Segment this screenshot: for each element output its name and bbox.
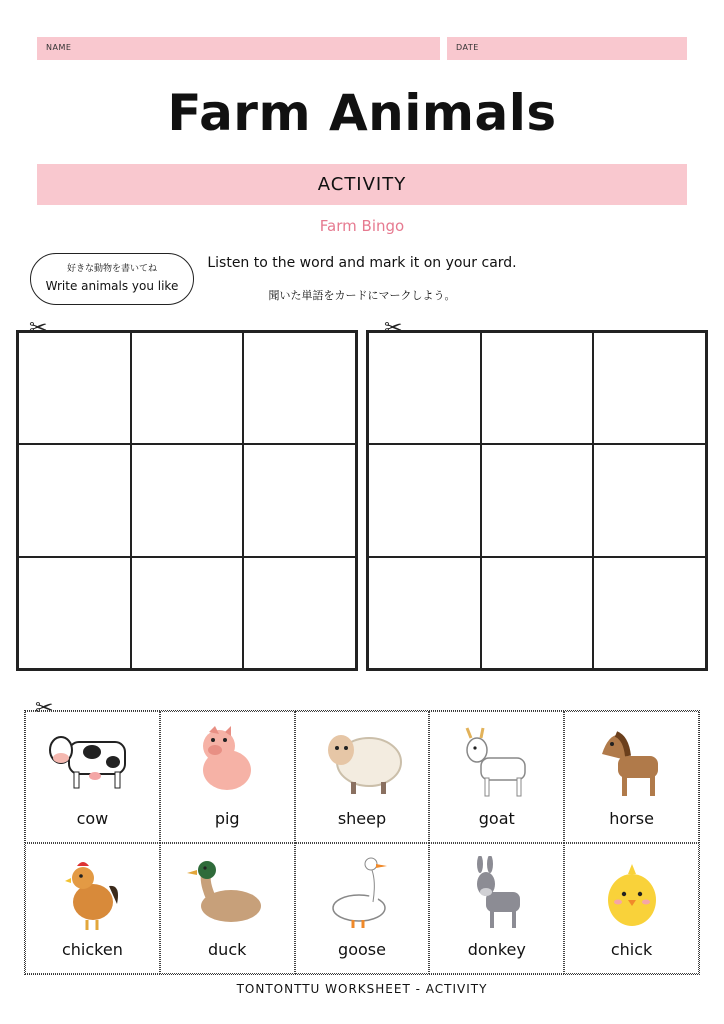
- bingo-cell[interactable]: [18, 444, 131, 556]
- subtitle: Farm Bingo: [319, 217, 405, 235]
- name-label: NAME: [46, 43, 72, 52]
- page-title: Farm Animals: [167, 84, 557, 142]
- animal-label: duck: [208, 940, 247, 959]
- bingo-cell[interactable]: [131, 332, 244, 444]
- bingo-cell[interactable]: [18, 332, 131, 444]
- bingo-cell[interactable]: [368, 332, 481, 444]
- animal-card[interactable]: [295, 843, 430, 975]
- speech-bubble: [30, 253, 194, 305]
- bingo-card-right: [366, 330, 708, 671]
- scissors-icon: ✂: [29, 316, 48, 341]
- animal-card[interactable]: [429, 711, 564, 843]
- bingo-cell[interactable]: [18, 557, 131, 669]
- bingo-cell[interactable]: [131, 444, 244, 556]
- animal-card[interactable]: [564, 843, 699, 975]
- bingo-cell[interactable]: [243, 444, 356, 556]
- bingo-cell[interactable]: [481, 332, 594, 444]
- name-field[interactable]: [37, 37, 440, 60]
- bingo-cell[interactable]: [368, 557, 481, 669]
- date-label: DATE: [456, 43, 479, 52]
- goat-icon: [459, 724, 535, 800]
- bingo-cell[interactable]: [593, 557, 706, 669]
- animal-label: chicken: [61, 940, 123, 959]
- bingo-cell[interactable]: [368, 444, 481, 556]
- animal-label: sheep: [337, 808, 387, 828]
- animal-label: chick: [610, 940, 653, 959]
- bingo-cell[interactable]: [243, 332, 356, 444]
- bingo-cell[interactable]: [593, 332, 706, 444]
- chicken-icon: [57, 856, 127, 932]
- animal-card[interactable]: [295, 711, 430, 843]
- instructions-ja: 聞いた単語をカードにマークしよう。: [268, 289, 456, 302]
- animal-card[interactable]: [160, 711, 295, 843]
- bubble-text-ja: 好きな動物を書いてね: [66, 264, 157, 274]
- date-field[interactable]: [447, 37, 687, 60]
- bingo-cell[interactable]: [481, 444, 594, 556]
- animal-card[interactable]: [429, 843, 564, 975]
- bingo-cell[interactable]: [243, 557, 356, 669]
- chick-icon: [600, 856, 664, 932]
- footer-text: TONTONTTU WORKSHEET - ACTIVITY: [236, 982, 488, 996]
- animal-card[interactable]: [564, 711, 699, 843]
- goose-icon: [323, 856, 401, 932]
- donkey-icon: [462, 856, 532, 932]
- animal-label: cow: [76, 808, 109, 828]
- bingo-cell[interactable]: [481, 557, 594, 669]
- bubble-text-en: Write animals you like: [45, 279, 179, 293]
- section-banner: ACTIVITY: [37, 164, 687, 205]
- bingo-cell[interactable]: [593, 444, 706, 556]
- duck-icon: [185, 856, 269, 932]
- animal-card-sheet: [24, 710, 700, 975]
- animal-label: goat: [478, 808, 515, 828]
- cow-icon: [47, 724, 137, 796]
- scissors-icon: ✂: [384, 316, 403, 341]
- animal-label: horse: [609, 808, 654, 828]
- animal-card[interactable]: [25, 711, 160, 843]
- bingo-cell[interactable]: [131, 557, 244, 669]
- animal-card[interactable]: [25, 843, 160, 975]
- animal-card[interactable]: [160, 843, 295, 975]
- animal-label: goose: [338, 940, 386, 959]
- horse-icon: [592, 724, 672, 800]
- pig-icon: [187, 724, 267, 796]
- scissors-icon: ✂: [35, 696, 54, 721]
- sheep-icon: [319, 724, 405, 796]
- animal-label: donkey: [467, 940, 526, 959]
- instructions-en: Listen to the word and mark it on your card.: [207, 255, 517, 271]
- animal-label: pig: [214, 808, 240, 828]
- bingo-card-left: [16, 330, 358, 671]
